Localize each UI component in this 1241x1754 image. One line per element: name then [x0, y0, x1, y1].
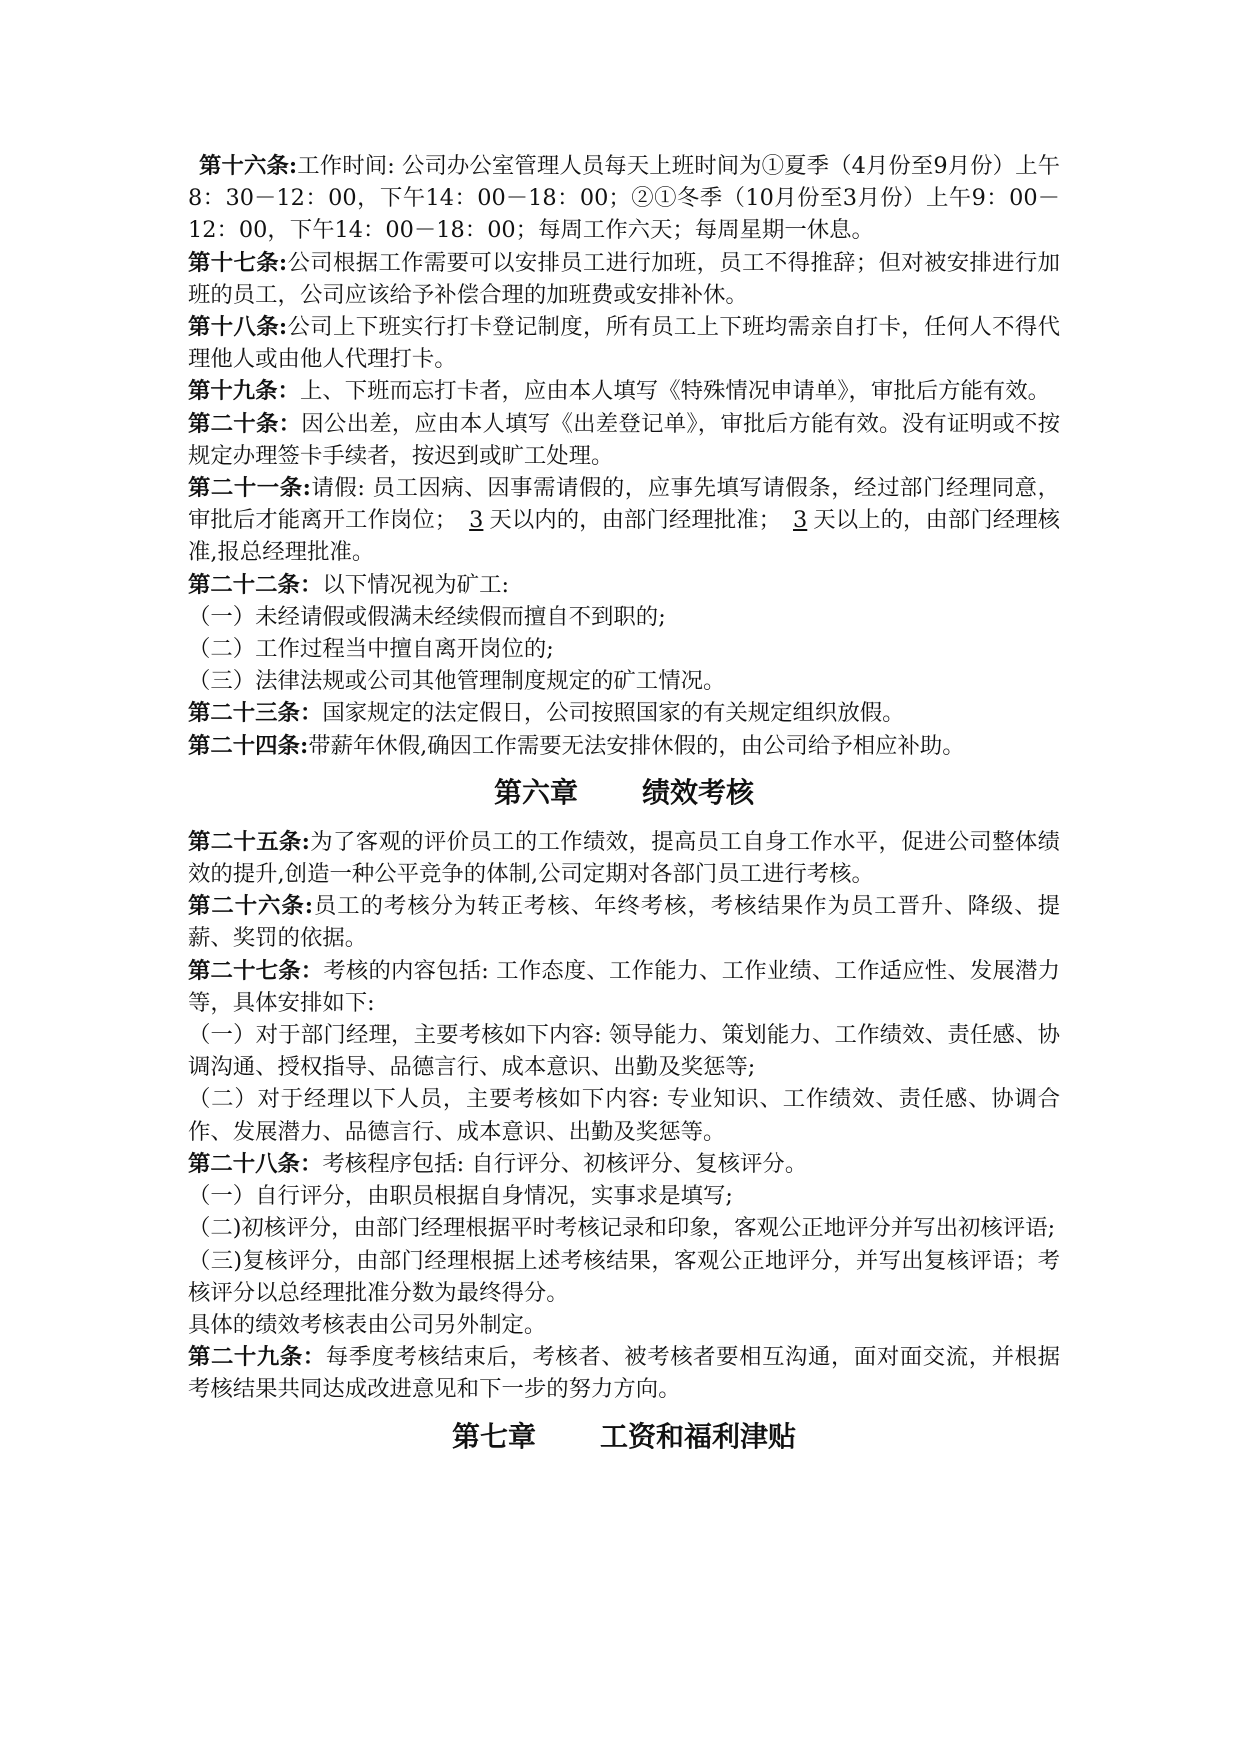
list-item: （二）工作过程当中擅自离开岗位的;: [188, 636, 554, 663]
article-text: 天以内的，由部门经理批准；: [489, 507, 782, 534]
article-24: [188, 730, 1060, 762]
article-text: 公司根据工作需要可以安排员工进行加班，员工不得推辞；但对被安排进行加班的员工，公司应该给予补偿合理的加班费或安排补休。: [188, 249, 1061, 308]
article-text: 公司上下班实行打卡登记制度，所有员工上下班均需亲自打卡，任何人不得代理他人或由他人代理打卡。: [188, 314, 1061, 373]
article-label: 第二十七条：: [188, 957, 324, 984]
article-text: 以下情况视为矿工:: [322, 571, 510, 598]
article-19: [188, 375, 1060, 407]
chapter-number: 第七章: [451, 1419, 536, 1453]
article-label: 第十九条：: [188, 378, 300, 405]
list-item: （一）自行评分，由职员根据自身情况，实事求是填写;: [188, 1183, 733, 1210]
article-17: [188, 247, 1060, 311]
article-text: 工作时间: 公司办公室管理人员每天上班时间为①夏季（4月份至9月份）上午8：30－12：00，下午14：00－18：00；②①冬季（10月份至3月份）上午9：00－12：00，下午14：00－18：00；每周工作六天；每周星期一休息。: [188, 153, 1061, 244]
article-label: 第十六条:: [199, 153, 298, 179]
article-label: 第二十六条:: [188, 893, 313, 920]
article-text: 国家规定的法定假日，公司按照国家的有关规定组织放假。: [322, 700, 905, 727]
article-label: 第二十一条:: [188, 475, 311, 502]
article-label: 第二十二条：: [188, 571, 323, 598]
list-item: （二)初核评分，由部门经理根据平时考核记录和印象，客观公正地评分并写出初核评语;: [188, 1215, 1056, 1242]
list-item: （一）未经请假或假满未经续假而擅自不到职的;: [188, 603, 666, 630]
article-label: 第十七条:: [188, 249, 288, 276]
article-text: 考核程序包括: 自行评分、初核评分、复核评分。: [322, 1150, 808, 1177]
article-text: 员工的考核分为转正考核、年终考核，考核结果作为员工晋升、降级、提薪、奖罚的依据。: [188, 893, 1061, 952]
article-text: 请假: 员工因病、因事需请假的，应事先填写请假条，经过部门经理同意，审批后才能离开工作岗位；: [188, 475, 1060, 534]
article-28: [188, 1148, 1060, 1180]
list-item: （二）对于经理以下人员，主要考核如下内容: 专业知识、工作绩效、责任感、协调合作、发展潜力、品德言行、成本意识、出勤及奖惩等。: [188, 1086, 1060, 1145]
chapter-heading: [188, 770, 1060, 816]
article-26: [188, 890, 1060, 954]
article-16: [188, 150, 1060, 247]
article-label: 第十八条:: [188, 314, 288, 341]
chapter-heading: [188, 1414, 1060, 1460]
article-25: [188, 826, 1060, 890]
list-item: （三)复核评分，由部门经理根据上述考核结果，客观公正地评分，并写出复核评语；考核评分以总经理批准分数为最终得分。: [188, 1247, 1060, 1306]
article-text: 上、下班而忘打卡者，应由本人填写《特殊情况申请单》，审批后方能有效。: [299, 378, 1051, 405]
document-page: [188, 150, 1060, 1470]
article-label: 第二十九条：: [188, 1344, 326, 1371]
article-text: 天以上的，由部门经理核准,报总经理批准。: [188, 507, 1061, 566]
article-label: 第二十三条：: [188, 700, 323, 727]
article-20: [188, 408, 1060, 472]
article-text: 每季度考核结束后，考核者、被考核者要相互沟通，面对面交流，并根据考核结果共同达成改进意见和下一步的努力方向。: [188, 1344, 1061, 1403]
article-text: 考核的内容包括: 工作态度、工作能力、工作业绩、工作适应性、发展潜力等，具体安排如下:: [188, 957, 1060, 1016]
article-18: [188, 311, 1060, 375]
article-label: 第二十五条:: [188, 828, 310, 855]
list-item: （一）对于部门经理，主要考核如下内容: 领导能力、策划能力、工作绩效、责任感、协调沟通、授权指导、品德言行、成本意识、出勤及奖惩等;: [188, 1022, 1060, 1081]
note-text: 具体的绩效考核表由公司另外制定。: [188, 1311, 547, 1338]
article-label: 第二十八条：: [188, 1150, 323, 1177]
article-text: 带薪年休假,确因工作需要无法安排休假的，由公司给予相应补助。: [308, 732, 965, 759]
list-item: （三）法律法规或公司其他管理制度规定的矿工情况。: [188, 668, 726, 695]
leave-days-blank: 3: [469, 507, 484, 534]
chapter-title: 绩效考核: [642, 775, 755, 809]
article-23: [188, 697, 1060, 729]
chapter-number: 第六章: [493, 775, 578, 809]
article-label: 第二十条：: [188, 410, 302, 437]
article-22: [188, 569, 1060, 601]
article-21: [188, 472, 1060, 569]
article-27: [188, 955, 1060, 1019]
article-text: 为了客观的评价员工的工作绩效，提高员工自身工作水平，促进公司整体绩效的提升,创造一种公平竞争的体制,公司定期对各部门员工进行考核。: [188, 828, 1061, 888]
article-text: 因公出差，应由本人填写《出差登记单》，审批后方能有效。没有证明或不按规定办理签卡手续者，按迟到或旷工处理。: [188, 410, 1060, 469]
chapter-title: 工资和福利津贴: [600, 1419, 797, 1453]
leave-days-blank: 3: [793, 507, 808, 534]
article-label: 第二十四条:: [188, 732, 309, 759]
article-29: [188, 1341, 1060, 1405]
